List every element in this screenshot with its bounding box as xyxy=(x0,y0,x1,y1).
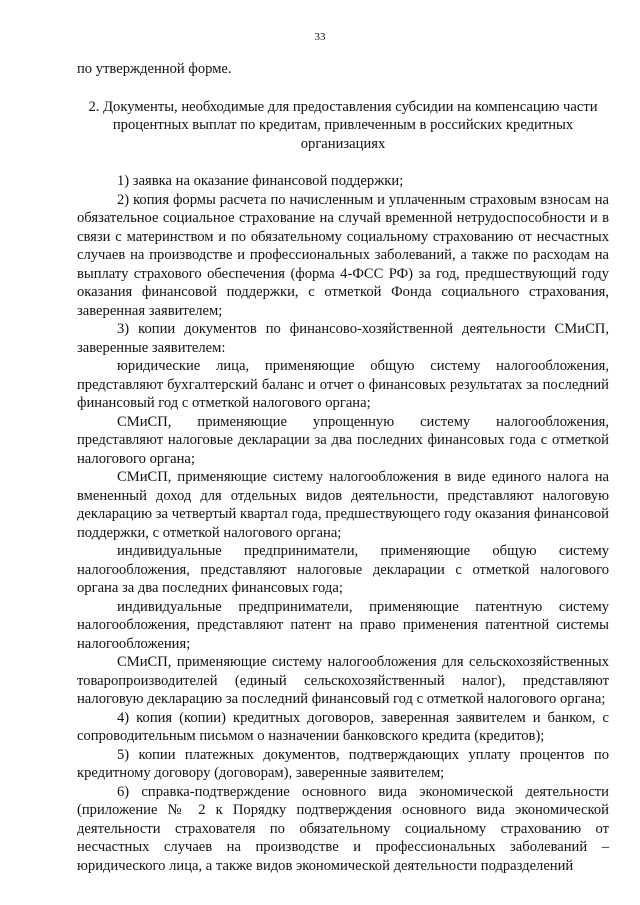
paragraph-item-3: 3) копии документов по финансово-хозяйственной деятельности СМиСП, заверенные заявителем: xyxy=(77,321,609,356)
paragraph-individual-general: индивидуальные предприниматели, применяющие общую систему налогообложения, представляют налоговые декларации с отметкой налогового органа за два последних финансовых года; xyxy=(77,543,609,596)
intro-line: по утвержденной форме. xyxy=(77,61,232,77)
paragraph-item-4: 4) копия (копии) кредитных договоров, заверенная заявителем и банком, с сопроводительным письмом о назначении банковского кредита (кредитов); xyxy=(77,709,609,744)
paragraph-item-2: 2) копия формы расчета по начисленным и уплаченным страховым взносам на обязательное социальное страхование на случай временной нетрудоспособности и в связи с материнством и по обязательному социальному страхованию от несчастных случаев на производстве и профессиональных заболеваний, а также по расходам на выплату страхового обеспечения (форма 4-ФСС РФ) за год, предшествующий году оказания финансовой поддержки, с отметкой Фонда социального страхования, заверенная заявителем; xyxy=(77,191,609,319)
paragraph-legal-entities: юридические лица, применяющие общую систему налогообложения, представляют бухгалтерский баланс и отчет о финансовых результатах за последний финансовый год с отметкой налогового органа; xyxy=(77,358,609,411)
paragraph-item-1: 1) заявка на оказание финансовой поддержки; xyxy=(117,173,404,189)
paragraph-item-5: 5) копии платежных документов, подтверждающих уплату процентов по кредитному договору (договорам), заверенные заявителем; xyxy=(77,746,609,781)
page-number: 33 xyxy=(314,31,326,43)
section-heading: 2. Документы, необходимые для предоставления субсидии на компенсацию части процентных выплат по кредитам, привлеченным в российских кредитных организациях xyxy=(88,98,598,152)
paragraph-simplified-tax: СМиСП, применяющие упрощенную систему налогообложения, представляют налоговые декларации за два последних финансовых года с отметкой налогового органа; xyxy=(77,413,609,467)
paragraph-imputed-tax: СМиСП, применяющие систему налогообложения в виде единого налога на вмененный доход для отдельных видов деятельности, представляют налоговую декларацию за четвертый квартал года, предшествующего году оказания финансовой поддержки, с отметкой налогового органа; xyxy=(77,469,609,541)
paragraph-individual-patent: индивидуальные предприниматели, применяющие патентную систему налогообложения, представляют патент на право применения патентной системы налогообложения; xyxy=(77,598,609,652)
paragraph-agricultural-tax: СМиСП, применяющие систему налогообложения для сельскохозяйственных товаропроизводителей (единый сельскохозяйственный налог), представляют налоговую декларацию за последний финансовый год с отметкой налогового органа; xyxy=(77,654,609,707)
paragraph-item-6: 6) справка-подтверждение основного вида экономической деятельности (приложение № 2 к Порядку подтверждения основного вида экономической деятельности страхователя по обязательному социальному страхованию от несчастных случаев на производстве и профессиональных заболеваний – юридического лица, а также видов экономической деятельности подразделений xyxy=(77,783,609,874)
document-body xyxy=(77,60,609,875)
